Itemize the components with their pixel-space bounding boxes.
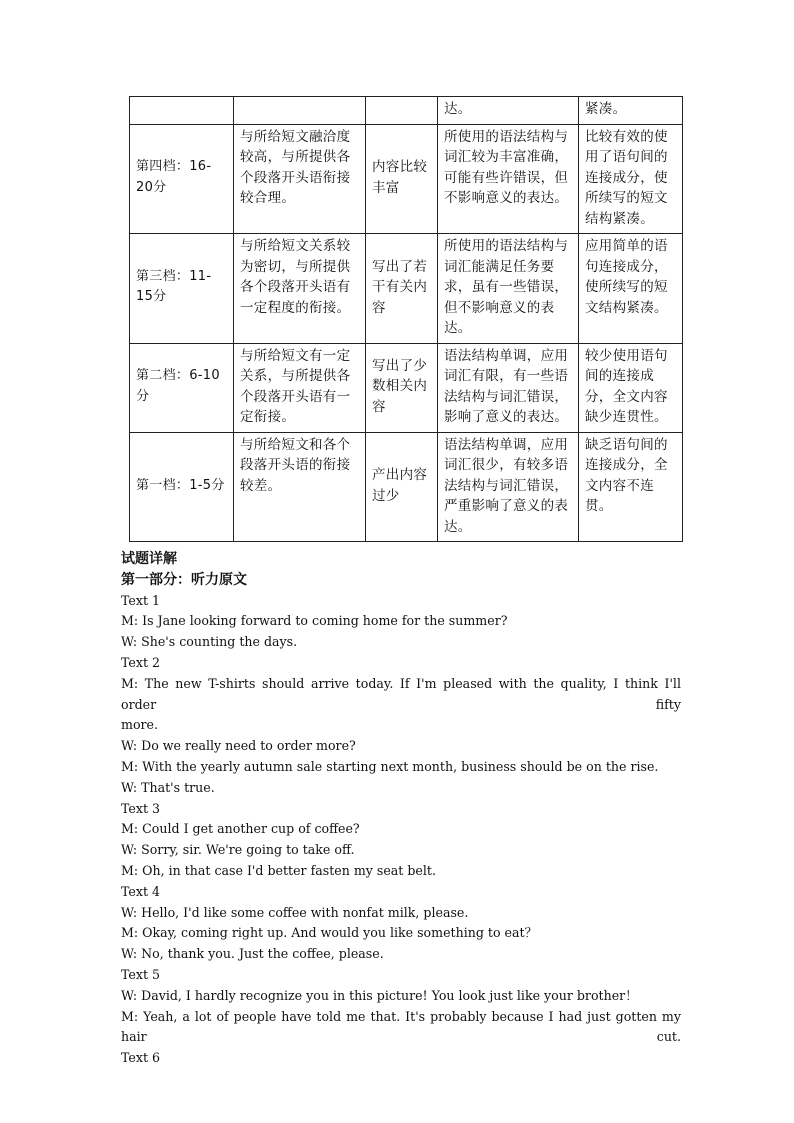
coherence-cell bbox=[234, 97, 366, 125]
rubric-row bbox=[130, 234, 683, 344]
cohesion-cell: 比较有效的使用了语句间的连接成分，使所续写的短文结构紧凑。 bbox=[579, 124, 683, 234]
rubric-row bbox=[130, 97, 683, 125]
transcript-heading: Text 2 bbox=[121, 654, 161, 670]
rubric-row bbox=[130, 124, 683, 234]
transcript-line: M: Could I get another cup of coffee? bbox=[121, 821, 360, 837]
section-subtitle: 第一部分：听力原文 bbox=[121, 571, 247, 588]
transcript-line: M: Oh, in that case I'd better fasten my seat belt. bbox=[121, 862, 436, 878]
transcript-line: M: The new T-shirts should arrive today. If I'm pleased with the quality, I think I'll order fifty bbox=[121, 675, 681, 712]
level-cell bbox=[130, 97, 234, 125]
content-cell: 内容比较丰富 bbox=[366, 124, 438, 234]
transcript-line: W: She's counting the days. bbox=[121, 634, 298, 650]
cohesion-cell: 较少使用语句间的连接成分，全文内容缺少连贯性。 bbox=[579, 343, 683, 432]
transcript-line: M: Is Jane looking forward to coming home for the summer? bbox=[121, 613, 508, 629]
language-cell: 所使用的语法结构与词汇能满足任务要求，虽有一些错误，但不影响意义的表达。 bbox=[438, 234, 579, 344]
transcript-heading: Text 1 bbox=[121, 592, 161, 608]
level-cell: 第三档：11-15分 bbox=[130, 234, 234, 344]
language-cell: 所使用的语法结构与词汇较为丰富准确，可能有些许错误，但不影响意义的表达。 bbox=[438, 124, 579, 234]
transcript-line: M: Yeah, a lot of people have told me that. It's probably because I had just gotten my hair cut. bbox=[121, 1008, 681, 1045]
transcript-line: W: Sorry, sir. We're going to take off. bbox=[121, 842, 355, 858]
listening-transcript bbox=[121, 591, 681, 1069]
transcript-line: W: No, thank you. Just the coffee, please. bbox=[121, 946, 384, 962]
transcript-line: more. bbox=[121, 717, 159, 733]
listening-section bbox=[121, 549, 681, 1069]
transcript-line: W: Hello, I'd like some coffee with nonfat milk, please. bbox=[121, 904, 469, 920]
level-cell: 第二档：6-10分 bbox=[130, 343, 234, 432]
cohesion-cell: 紧凑。 bbox=[579, 97, 683, 125]
language-cell: 语法结构单调，应用词汇有限，有一些语法结构与词汇错误，影响了意义的表达。 bbox=[438, 343, 579, 432]
scoring-rubric-table bbox=[129, 96, 683, 542]
transcript-heading: Text 4 bbox=[121, 883, 161, 899]
coherence-cell: 与所给短文融洽度较高，与所提供各个段落开头语衔接较合理。 bbox=[234, 124, 366, 234]
section-title: 试题详解 bbox=[121, 551, 177, 567]
rubric-row bbox=[130, 343, 683, 432]
content-cell: 写出了少数相关内容 bbox=[366, 343, 438, 432]
transcript-line: W: David, I hardly recognize you in this picture! You look just like your brother！ bbox=[121, 987, 638, 1003]
transcript-heading: Text 5 bbox=[121, 966, 161, 982]
coherence-cell: 与所给短文关系较为密切，与所提供各个段落开头语有一定程度的衔接。 bbox=[234, 234, 366, 344]
transcript-line: W: That's true. bbox=[121, 779, 215, 795]
transcript-heading: Text 3 bbox=[121, 800, 161, 816]
coherence-cell: 与所给短文和各个段落开头语的衔接较差。 bbox=[234, 432, 366, 542]
level-cell: 第四档：16-20分 bbox=[130, 124, 234, 234]
transcript-line: M: Okay, coming right up. And would you like something to eat？ bbox=[121, 925, 538, 941]
level-cell: 第一档：1-5分 bbox=[130, 432, 234, 542]
coherence-cell: 与所给短文有一定关系，与所提供各个段落开头语有一定衔接。 bbox=[234, 343, 366, 432]
transcript-line: M: With the yearly autumn sale starting next month, business should be on the rise. bbox=[121, 758, 659, 774]
transcript-heading: Text 6 bbox=[121, 1050, 161, 1066]
content-cell bbox=[366, 97, 438, 125]
language-cell: 语法结构单调，应用词汇很少，有较多语法结构与词汇错误，严重影响了意义的表达。 bbox=[438, 432, 579, 542]
content-cell: 写出了若干有关内容 bbox=[366, 234, 438, 344]
cohesion-cell: 应用简单的语句连接成分，使所续写的短文结构紧凑。 bbox=[579, 234, 683, 344]
cohesion-cell: 缺乏语句间的连接成分，全文内容不连贯。 bbox=[579, 432, 683, 542]
rubric-row bbox=[130, 432, 683, 542]
content-cell: 产出内容过少 bbox=[366, 432, 438, 542]
transcript-line: W: Do we really need to order more? bbox=[121, 738, 356, 754]
language-cell: 达。 bbox=[438, 97, 579, 125]
